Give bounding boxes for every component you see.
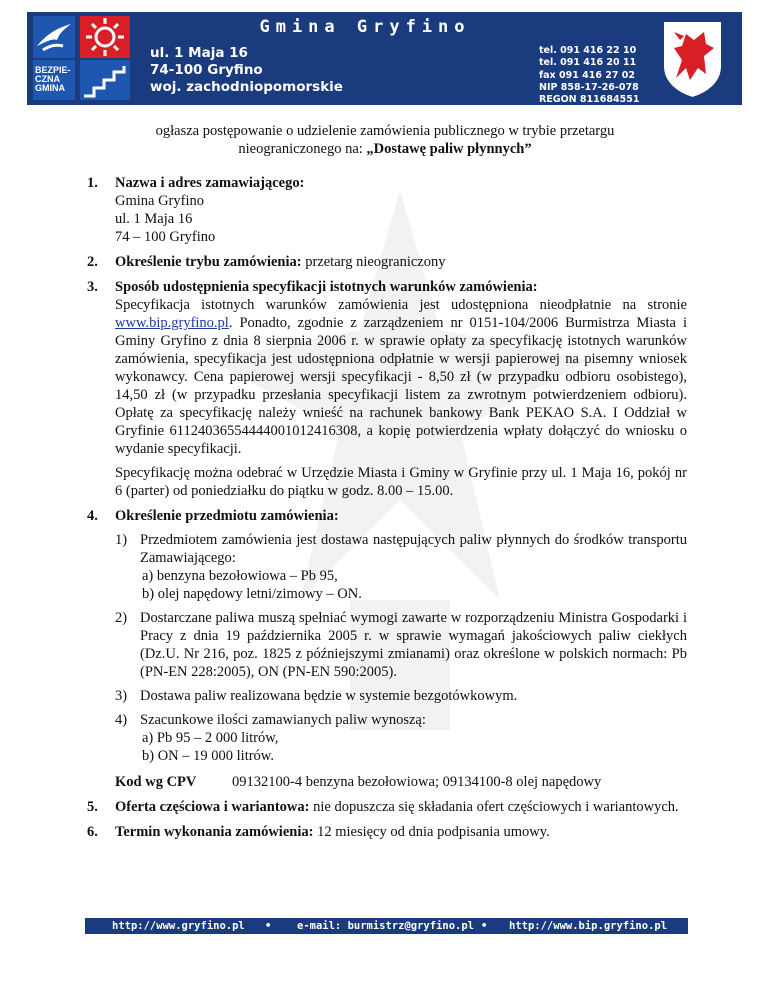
section-heading: Oferta częściowa i wariantowa: bbox=[115, 799, 310, 815]
address-line: 74-100 Gryfino bbox=[150, 62, 263, 78]
section-4 bbox=[87, 507, 687, 791]
cpv-codes: 09132100-4 benzyna bezołowiowa; 09134100-8 olej napędowy bbox=[232, 774, 602, 790]
section-6 bbox=[87, 823, 687, 841]
footer-bullet: • bbox=[265, 920, 272, 932]
footer-bar bbox=[85, 918, 688, 934]
paragraph-text: . Ponadto, zgodnie z zarządzeniem nr 0151-104/2006 Burmistrza Miasta i Gminy Gryfino z dnia 8 sierpnia 2006 r. w sprawie opłaty za specyfikację istotnych warunków zamówienia, specyfikacja jest udostępniona odpłatnie w wersji papierowej na pisemny wniosek wykonawcy. Cena papierowej wersji specyfikacji - 8,50 zł (w przypadku odbioru osobistego), 14,50 zł (w przypadku przesłania specyfikacji listem za zwrotnym potwierdzeniem odbioru). Opłatę za specyfikację należy wnieść na rachunek bankowy Bank PEKAO S.A. I Oddział w Gryfinie 61124036554444001012416308, a kopię potwierdzenia wpłaty dołączyć do wniosku o wydanie specyfikacji. bbox=[115, 315, 687, 457]
address-line: woj. zachodniopomorskie bbox=[150, 79, 343, 95]
intro-text: nieograniczonego na: bbox=[238, 141, 367, 157]
sub-item: a) benzyna bezołowiowa – Pb 95, bbox=[142, 568, 338, 584]
text-line: Gmina Gryfino bbox=[115, 193, 204, 209]
announcement-intro bbox=[100, 122, 670, 158]
section-heading: Termin wykonania zamówienia: bbox=[115, 824, 314, 840]
cpv-label: Kod wg CPV bbox=[115, 774, 197, 790]
intro-line: ogłasza postępowanie o udzielenie zamówienia publicznego w trybie przetargu bbox=[155, 123, 615, 139]
text-line: ul. 1 Maja 16 bbox=[115, 211, 193, 227]
text-line: 74 – 100 Gryfino bbox=[115, 229, 216, 245]
section-heading: Określenie przedmiotu zamówienia: bbox=[115, 508, 339, 524]
contract-subject: „Dostawę paliw płynnych” bbox=[366, 141, 532, 157]
item-text: Przedmiotem zamówienia jest dostawa następujących paliw płynnych do środków transportu Zamawiającego: bbox=[140, 532, 687, 566]
section-text: nie dopuszcza się składania ofert częściowych i wariantowych. bbox=[309, 799, 679, 815]
swallow-icon bbox=[33, 16, 75, 58]
section-number: 3. bbox=[87, 279, 98, 295]
sun-icon bbox=[80, 16, 130, 58]
section-heading: Nazwa i adres zamawiającego: bbox=[115, 175, 305, 191]
nip-line: NIP 858-17-26-078 bbox=[539, 81, 639, 93]
item-number: 1) bbox=[115, 532, 128, 548]
list-item bbox=[115, 531, 687, 603]
sub-item: b) ON – 19 000 litrów. bbox=[142, 748, 274, 764]
sub-item: b) olej napędowy letni/zimowy – ON. bbox=[142, 586, 362, 602]
section-number: 6. bbox=[87, 824, 98, 840]
logo-text-line: CZNA bbox=[35, 74, 60, 84]
list-item bbox=[115, 687, 687, 705]
stairs-icon bbox=[80, 60, 130, 100]
paragraph: Specyfikację można odebrać w Urzędzie Miasta i Gminy w Gryfinie przy ul. 1 Maja 16, pokój nr 6 (parter) od poniedziałku do piątku w godz. 8.00 – 15.00. bbox=[115, 465, 687, 499]
regon-line: REGON 811684551 bbox=[539, 94, 640, 106]
bip-footer-link[interactable]: http://www.bip.gryfino.pl bbox=[509, 920, 668, 932]
intro-line bbox=[100, 140, 670, 158]
sun-stairs-logo bbox=[80, 16, 130, 100]
phone-line: tel. 091 416 20 11 bbox=[539, 57, 637, 69]
section-1 bbox=[87, 174, 687, 246]
list-item bbox=[115, 609, 687, 681]
fax-line: fax 091 416 27 02 bbox=[539, 69, 636, 81]
bezpieczna-gmina-logo bbox=[33, 16, 75, 100]
section-heading: Określenie trybu zamówienia: bbox=[115, 254, 302, 270]
section-number: 2. bbox=[87, 254, 98, 270]
logo-text-line: BEZPIE- bbox=[35, 65, 71, 75]
section-number: 5. bbox=[87, 799, 98, 815]
paragraph bbox=[115, 296, 687, 458]
website-link[interactable]: http://www.gryfino.pl bbox=[112, 920, 245, 932]
griffin-crest-icon bbox=[660, 18, 725, 100]
logo-text-line: GMINA bbox=[35, 83, 65, 93]
item-number: 3) bbox=[115, 688, 128, 704]
section-2 bbox=[87, 253, 687, 271]
footer-bullet: • bbox=[481, 920, 488, 932]
section-heading: Sposób udostępnienia specyfikacji istotnych warunków zamówienia: bbox=[115, 279, 538, 295]
list-item bbox=[115, 711, 687, 765]
section-number: 1. bbox=[87, 175, 98, 191]
item-text: Szacunkowe ilości zamawianych paliw wynoszą: bbox=[140, 712, 426, 728]
letterhead-title: Gmina Gryfino bbox=[259, 17, 471, 37]
section-5 bbox=[87, 798, 687, 816]
contact-info bbox=[539, 45, 639, 106]
address-line: ul. 1 Maja 16 bbox=[150, 45, 248, 61]
item-text: Dostawa paliw realizowana będzie w systemie bezgotówkowym. bbox=[140, 688, 518, 704]
email-link[interactable]: e-mail: burmistrz@gryfino.pl bbox=[297, 920, 475, 932]
sub-item: a) Pb 95 – 2 000 litrów, bbox=[142, 730, 279, 746]
section-3 bbox=[87, 278, 687, 500]
office-address bbox=[150, 45, 343, 96]
item-text: Dostarczane paliwa muszą spełniać wymogi zawarte w rozporządzeniu Ministra Gospodarki i Pracy z dnia 19 października 2005 r. w sprawie wymagań jakościowych paliw ciekłych (Dz.U. Nr 216, poz. 1825 z późniejszymi zmianami) oraz określone w polskich normach: Pb (PN-EN 228:2005), ON (PN-EN 590:2005). bbox=[140, 610, 687, 680]
section-number: 4. bbox=[87, 508, 98, 524]
item-number: 4) bbox=[115, 712, 128, 728]
item-number: 2) bbox=[115, 610, 128, 626]
phone-line: tel. 091 416 22 10 bbox=[539, 45, 637, 56]
bip-link[interactable]: www.bip.gryfino.pl bbox=[115, 315, 229, 331]
paragraph-text: Specyfikacja istotnych warunków zamówienia jest udostępniona nieodpłatnie na stronie bbox=[115, 297, 687, 313]
section-text: przetarg nieograniczony bbox=[301, 254, 446, 270]
document-body bbox=[87, 174, 687, 848]
cpv-code-row bbox=[115, 773, 687, 791]
section-text: 12 miesięcy od dnia podpisania umowy. bbox=[313, 824, 550, 840]
